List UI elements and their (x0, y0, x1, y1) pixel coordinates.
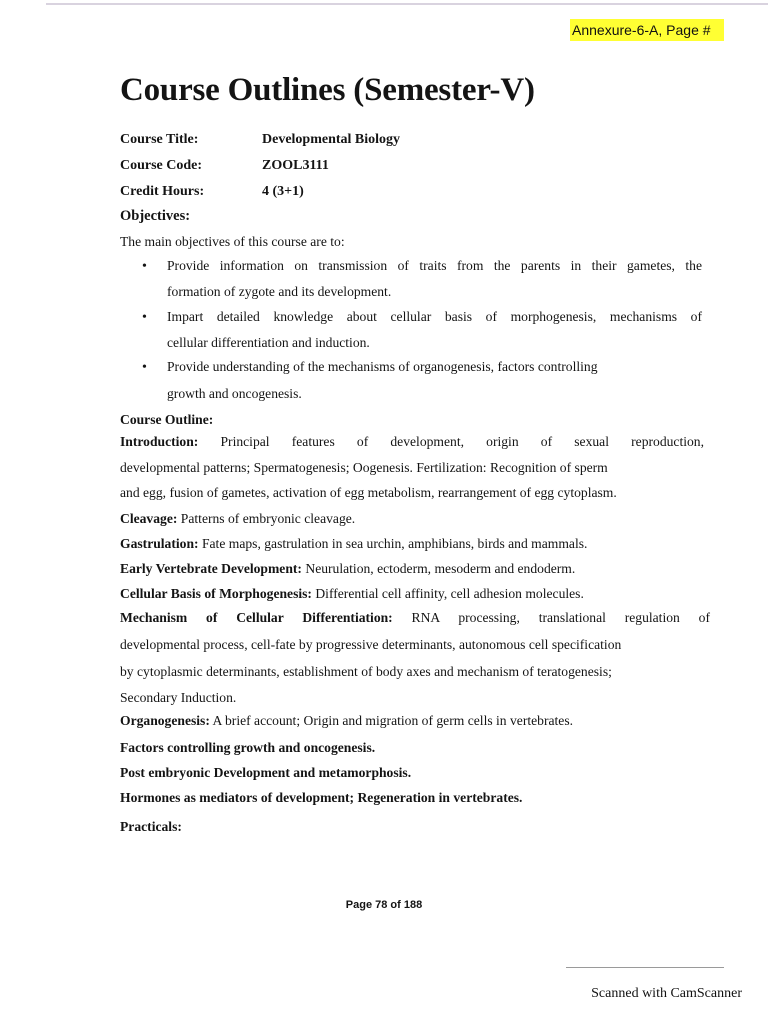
early-development-text: Neurulation, ectoderm, mesoderm and endoderm. (305, 561, 576, 576)
factors-heading: Factors controlling growth and oncogenesis. (120, 740, 376, 755)
objectives-intro: The main objectives of this course are to: (120, 234, 345, 249)
gastrulation-line (120, 536, 587, 552)
objective-1-line-2: formation of zygote and its development. (167, 284, 392, 299)
early-development-line (120, 561, 575, 577)
objective-2-line-2: cellular differentiation and induction. (167, 335, 370, 350)
objective-2-line-1: Impart detailed knowledge about cellular basis of morphogenesis, mechanisms of (167, 309, 702, 324)
cellular-basis-label: Cellular Basis of Morphogenesis: (120, 586, 312, 601)
scanner-watermark: Scanned with CamScanner (591, 986, 742, 1001)
bullet-marker: • (142, 259, 147, 274)
cleavage-label: Cleavage: (120, 511, 178, 526)
introduction-line-1 (120, 434, 704, 450)
credit-hours-value: 4 (3+1) (262, 184, 304, 199)
course-outline-heading: Course Outline: (120, 412, 214, 427)
credit-hours-row (120, 184, 304, 200)
cellular-basis-line (120, 586, 584, 602)
introduction-line-2: developmental patterns; Spermatogenesis; Oogenesis. Fertilization: Recognition of sperm (120, 460, 608, 475)
practicals-heading: Practicals: (120, 819, 182, 834)
bullet-marker: • (142, 360, 147, 375)
annexure-label: Annexure-6-A, Page # (570, 19, 724, 41)
organogenesis-line (120, 713, 573, 729)
page-number: Page 78 of 188 (345, 899, 423, 911)
objective-1-line-1: Provide information on transmission of traits from the parents in their gametes, the (167, 258, 702, 273)
hormones-heading: Hormones as mediators of development; Regeneration in vertebrates. (120, 790, 523, 805)
gastrulation-label: Gastrulation: (120, 536, 199, 551)
cleavage-line (120, 511, 355, 527)
mechanism-line-4: Secondary Induction. (120, 690, 237, 705)
course-code-row (120, 158, 329, 174)
mechanism-line-3: by cytoplasmic determinants, establishment of body axes and mechanism of teratogenesis; (120, 664, 612, 679)
post-embryonic-heading: Post embryonic Development and metamorphosis. (120, 765, 412, 780)
cleavage-text: Patterns of embryonic cleavage. (180, 511, 356, 526)
mechanism-label: Mechanism of Cellular Differentiation: (120, 610, 393, 625)
objective-3-line-1: Provide understanding of the mechanisms of organogenesis, factors controlling (167, 359, 598, 374)
early-development-label: Early Vertebrate Development: (120, 561, 302, 576)
bullet-marker: • (142, 310, 147, 325)
objectives-heading: Objectives: (120, 208, 191, 224)
mechanism-line-1 (120, 610, 710, 626)
cellular-basis-text: Differential cell affinity, cell adhesion molecules. (315, 586, 584, 601)
course-title-label: Course Title: (120, 132, 199, 147)
organogenesis-label: Organogenesis: (120, 713, 210, 728)
course-code-value: ZOOL3111 (262, 158, 329, 173)
course-title-value: Developmental Biology (262, 132, 401, 147)
mechanism-text-1: RNA processing, translational regulation of (411, 610, 710, 625)
credit-hours-label: Credit Hours: (120, 184, 205, 199)
organogenesis-text: A brief account; Origin and migration of germ cells in vertebrates. (212, 713, 574, 728)
course-code-label: Course Code: (120, 158, 203, 173)
mechanism-line-2: developmental process, cell-fate by progressive determinants, autonomous cell specification (120, 637, 622, 652)
introduction-text-1: Principal features of development, origin of sexual reproduction, (220, 434, 704, 449)
page-title: Course Outlines (Semester-V) (120, 72, 535, 108)
course-title-row (120, 132, 400, 148)
top-divider (46, 3, 768, 5)
bottom-divider (566, 967, 724, 968)
gastrulation-text: Fate maps, gastrulation in sea urchin, amphibians, birds and mammals. (201, 536, 588, 551)
introduction-label: Introduction: (120, 434, 199, 449)
objective-3-line-2: growth and oncogenesis. (167, 386, 302, 401)
introduction-line-3: and egg, fusion of gametes, activation of egg metabolism, rearrangement of egg cytoplasm. (120, 485, 617, 500)
